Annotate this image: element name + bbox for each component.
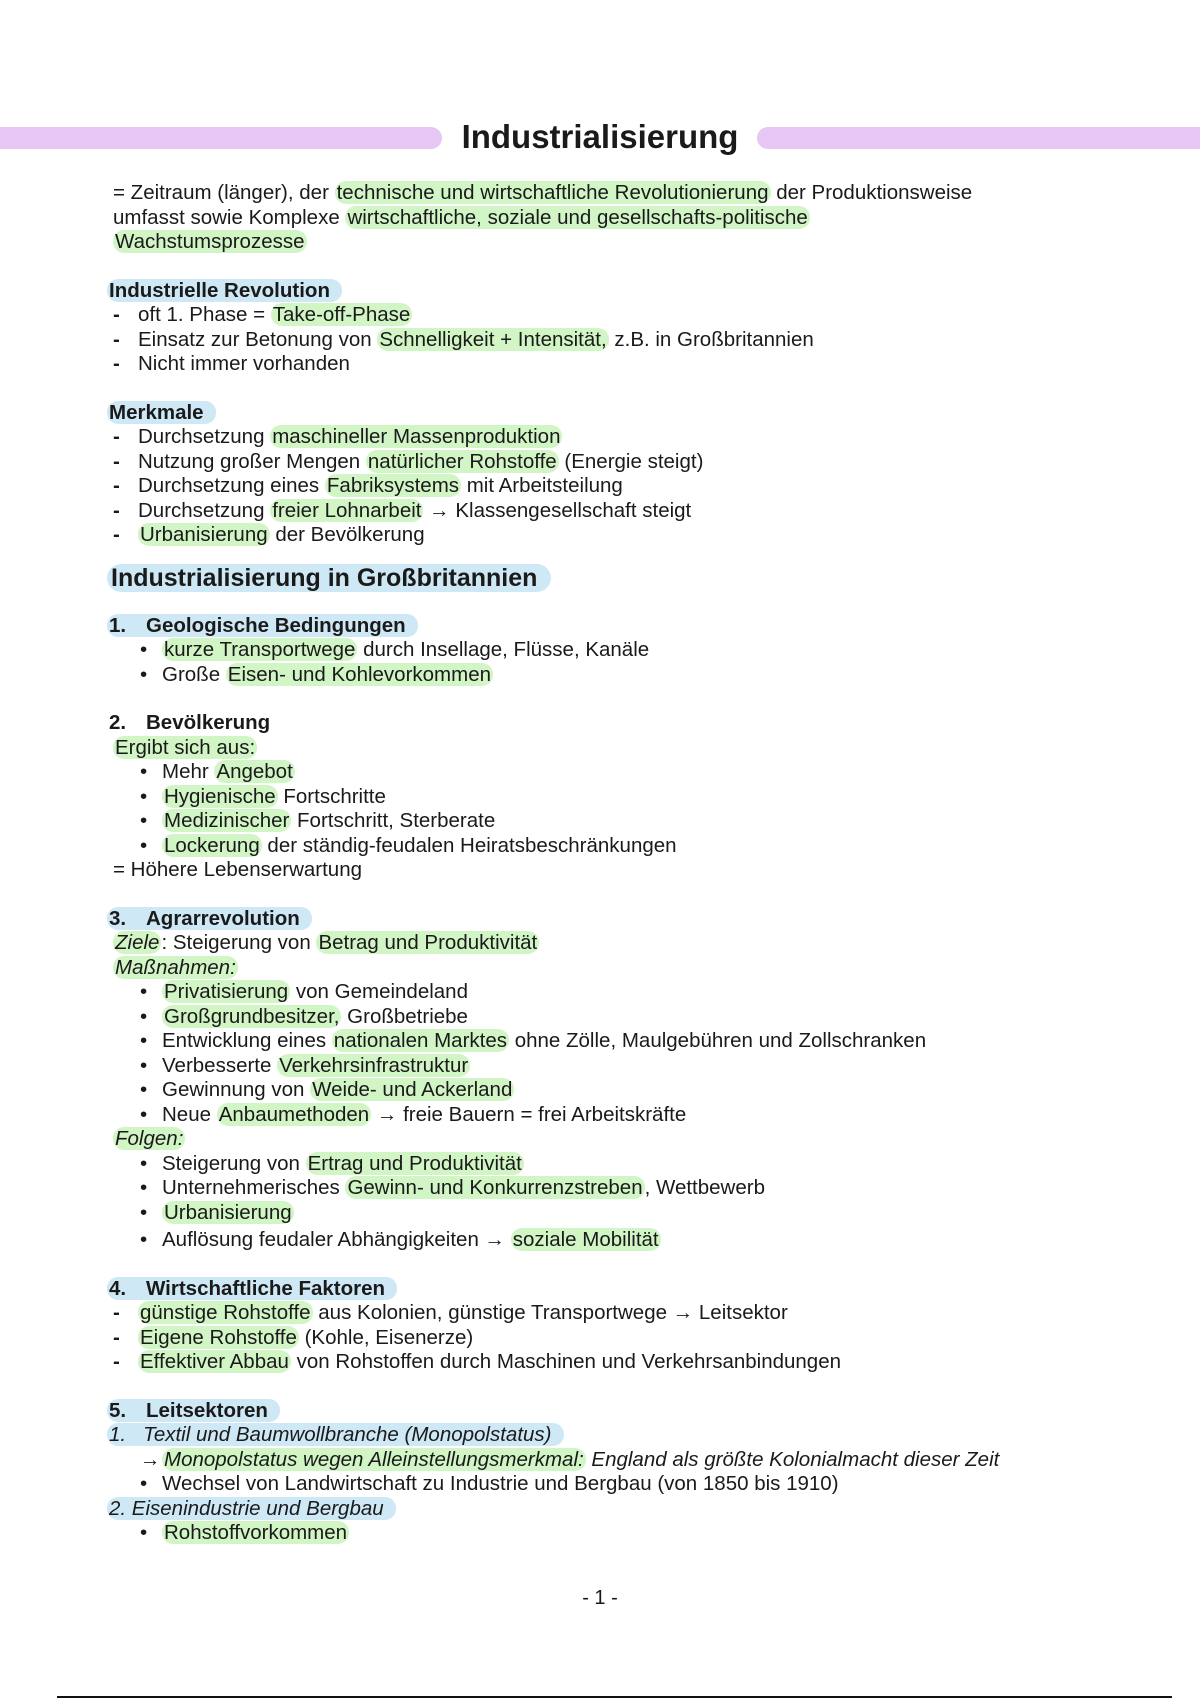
list-item: • Großgrundbesitzer, Großbetriebe [140,1004,468,1028]
subsection-heading-wirtschaft: 4. Wirtschaftliche Faktoren [113,1277,1093,1302]
list-item: • Wechsel von Landwirtschaft zu Industrie und Bergbau (von 1850 bis 1910) [140,1472,839,1495]
list-item: - günstige Rohstoffe aus Kolonien, günstige Transportwege → Leitsektor [113,1301,788,1324]
section-heading-revolution: Industrielle Revolution [113,279,1093,304]
list-item: - Urbanisierung der Bevölkerung [113,523,425,546]
list-item: • Urbanisierung [140,1200,292,1224]
subsection-heading-geologie: 1. Geologische Bedingungen [113,614,1093,639]
list-item: • Große Eisen- und Kohlevorkommen [140,662,492,686]
intro-line-3: Wachstumsprozesse [115,230,305,253]
page-title: Industrialisierung [0,115,1200,159]
ziele-line: Ziele: Steigerung von Betrag und Produktivität [115,931,538,954]
list-item: • Neue Anbaumethoden → freie Bauern = frei Arbeitskräfte [140,1102,687,1126]
list-item: - Durchsetzung maschineller Massenproduktion [113,425,561,448]
list-item: • Lockerung der ständig-feudalen Heiratsbeschränkungen [140,833,677,857]
folgen-label: Folgen: [115,1127,184,1150]
subsection-heading-bevoelkerung: 2. Bevölkerung [109,711,271,734]
bottom-rule [57,1696,1172,1698]
leitsektor-2: 2. Eisenindustrie und Bergbau [113,1497,1093,1522]
list-item: • Auflösung feudaler Abhängigkeiten → soziale Mobilität [140,1228,659,1251]
subsection-heading-agrar: 3. Agrarrevolution [113,907,1093,932]
list-item: • Mehr Angebot [140,760,293,783]
list-item: - oft 1. Phase = Take-off-Phase [113,303,411,326]
list-item: • kurze Transportwege durch Insellage, Flüsse, Kanäle [140,638,650,661]
list-item: • Unternehmerisches Gewinn- und Konkurrenzstreben, Wettbewerb [140,1176,765,1199]
list-item: - Einsatz zur Betonung von Schnelligkeit + Intensität, z.B. in Großbritannien [113,327,814,351]
list-item: - Durchsetzung freier Lohnarbeit → Klassengesellschaft steigt [113,498,692,522]
list-item: • Gewinnung von Weide- und Ackerland [140,1078,513,1101]
list-item: • Verbesserte Verkehrsinfrastruktur [140,1053,469,1077]
subsection-result: = Höhere Lebenserwartung [113,858,363,881]
list-item: - Nicht immer vorhanden [113,352,350,375]
list-item: - Nutzung großer Mengen natürlicher Rohstoffe (Energie steigt) [113,449,704,473]
list-item: - Durchsetzung eines Fabriksystems mit Arbeitsteilung [113,474,623,497]
list-item: • Hygienische Fortschritte [140,784,386,808]
list-item: • Rohstoffvorkommen [140,1521,348,1544]
subsection-heading-leitsektoren: 5. Leitsektoren [113,1399,1093,1424]
massnahmen-label: Maßnahmen: [115,955,236,979]
list-item: • Steigerung von Ertrag und Produktivität [140,1151,522,1175]
intro-line-1: = Zeitraum (länger), der technische und wirtschaftliche Revolutionierung der Produktionsweise [113,181,973,204]
section-heading-gb: Industrialisierung in Großbritannien [113,560,1093,596]
page-number: - 1 - [582,1587,618,1609]
list-item: • Medizinischer Fortschritt, Sterberate [140,809,496,832]
list-item: • Privatisierung von Gemeindeland [140,980,468,1003]
section-heading-merkmale: Merkmale [113,401,1093,426]
title-row [0,112,1200,162]
list-item: - Eigene Rohstoffe (Kohle, Eisenerze) [113,1325,474,1349]
document-content [109,181,1093,1546]
list-item: - Effektiver Abbau von Rohstoffen durch Maschinen und Verkehrsanbindungen [113,1350,842,1373]
list-item: • Entwicklung eines nationalen Marktes ohne Zölle, Maulgebühren und Zollschranken [140,1029,927,1052]
list-item: → Monopolstatus wegen Alleinstellungsmerkmal: England als größte Kolonialmacht dieser Zeit [140,1447,1000,1471]
leitsektor-1: 1. Textil und Baumwollbranche (Monopolstatus) [113,1423,1093,1448]
subsection-intro: Ergibt sich aus: [115,735,256,759]
intro-line-2: umfasst sowie Komplexe wirtschaftliche, soziale und gesellschafts-politische [113,205,808,229]
